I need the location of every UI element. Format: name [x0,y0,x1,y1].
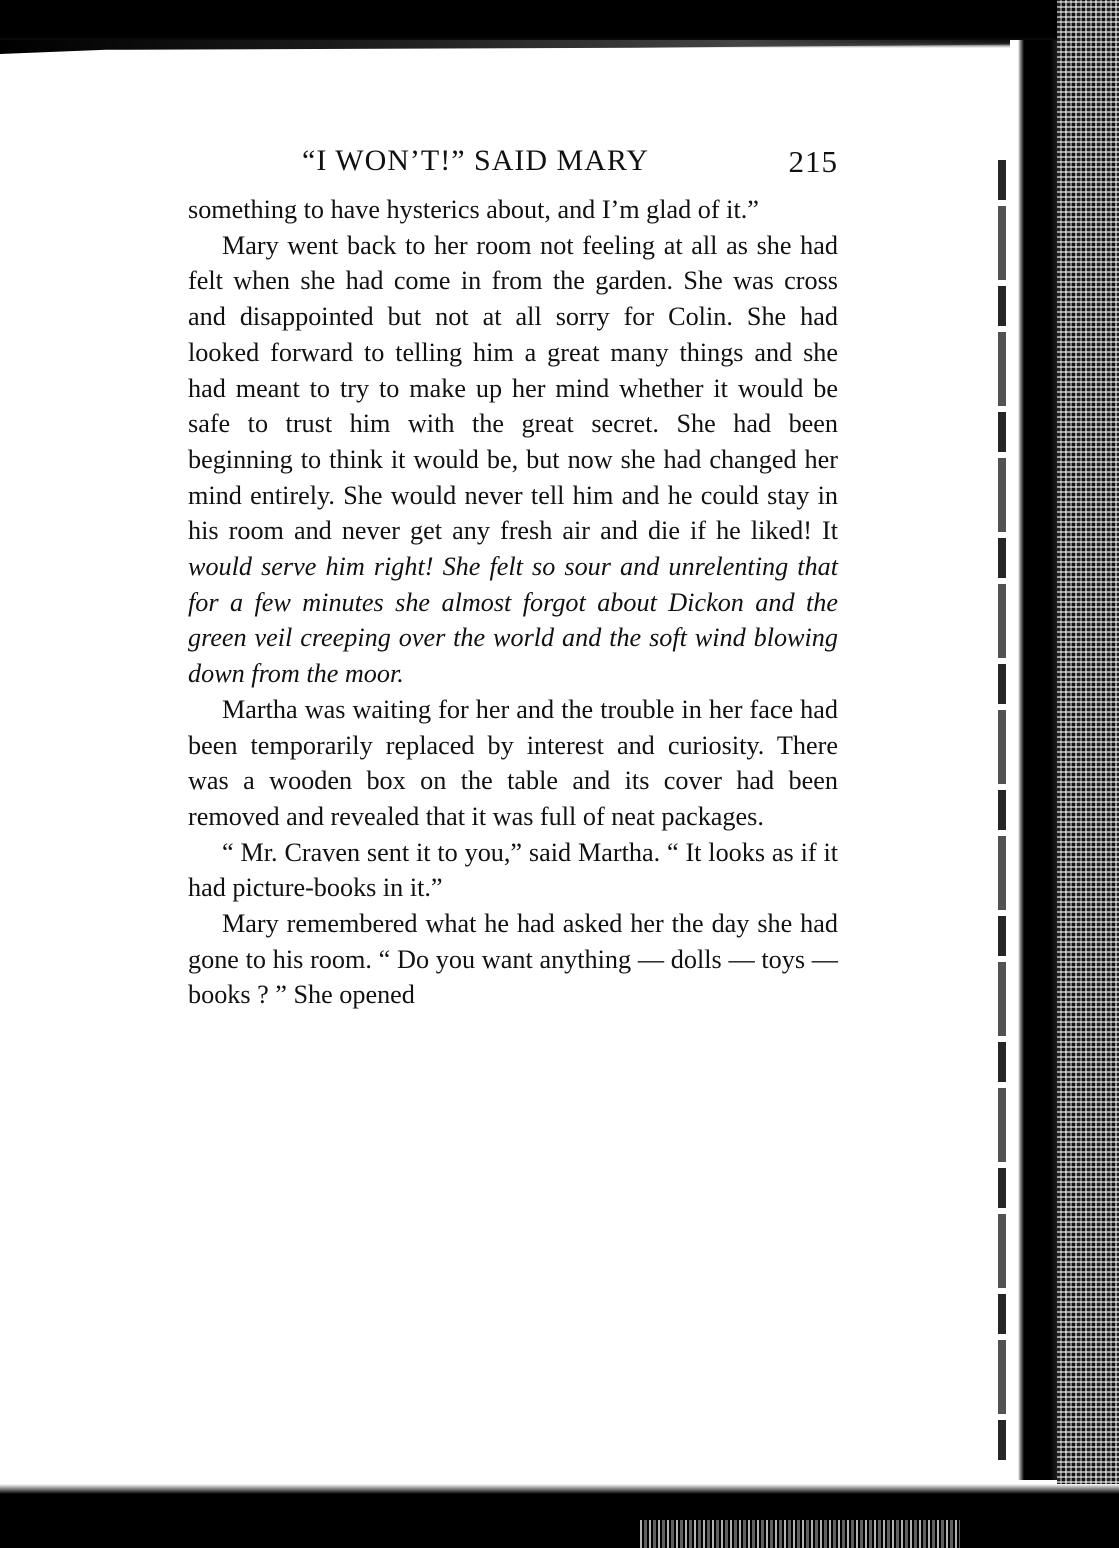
book-page [188,140,838,1013]
scan-right-binding [1010,40,1058,1480]
paragraph-5: Mary remembered what he had asked her the day she had gone to his room. “ Do you want anything — dolls — toys — books ? ” She opened [188,909,838,1010]
running-title: “I WON’T!” SAID MARY [302,144,649,177]
body-text [188,192,838,1013]
paragraph-2 [188,228,838,692]
paragraph-2-text-b: She felt so sour and unrelenting that for a few minutes she almost forgot about Dickon and the green veil creeping over the world and the soft wind blowing down from the moor. [188,552,838,689]
scan-right-streak [998,160,1006,1460]
paragraph-4: “ Mr. Craven sent it to you,” said Martha. “ It looks as if it had picture-books in it.” [188,837,838,903]
scan-right-edge-noise [1057,0,1119,1548]
page-number: 215 [788,144,838,179]
running-head [188,140,838,186]
paragraph-2-text-a: Mary went back to her room not feeling at all as she had felt when she had come in from the garden. She was cross and disappointed but not at all sorry for Colin. She had looked forward to telling him a great many things and she had meant to try to make up her mind whether it would be safe to trust him with the great secret. She had been beginning to think it would be, but now she had changed her mind entirely. She would never tell him and he could stay in his room and never get any fresh air and die if he liked! It [188,230,838,546]
paragraph-1: something to have hysterics about, and I’m glad of it.” [188,195,759,224]
paragraph-2-italic: would serve him right! [188,552,434,582]
paragraph-3: Martha was waiting for her and the trouble in her face had been temporarily replaced by interest and curiosity. There was a wooden box on the table and its cover had been removed and revealed that it was full of neat packages. [188,694,838,831]
scan-bottom-noise [640,1520,960,1548]
